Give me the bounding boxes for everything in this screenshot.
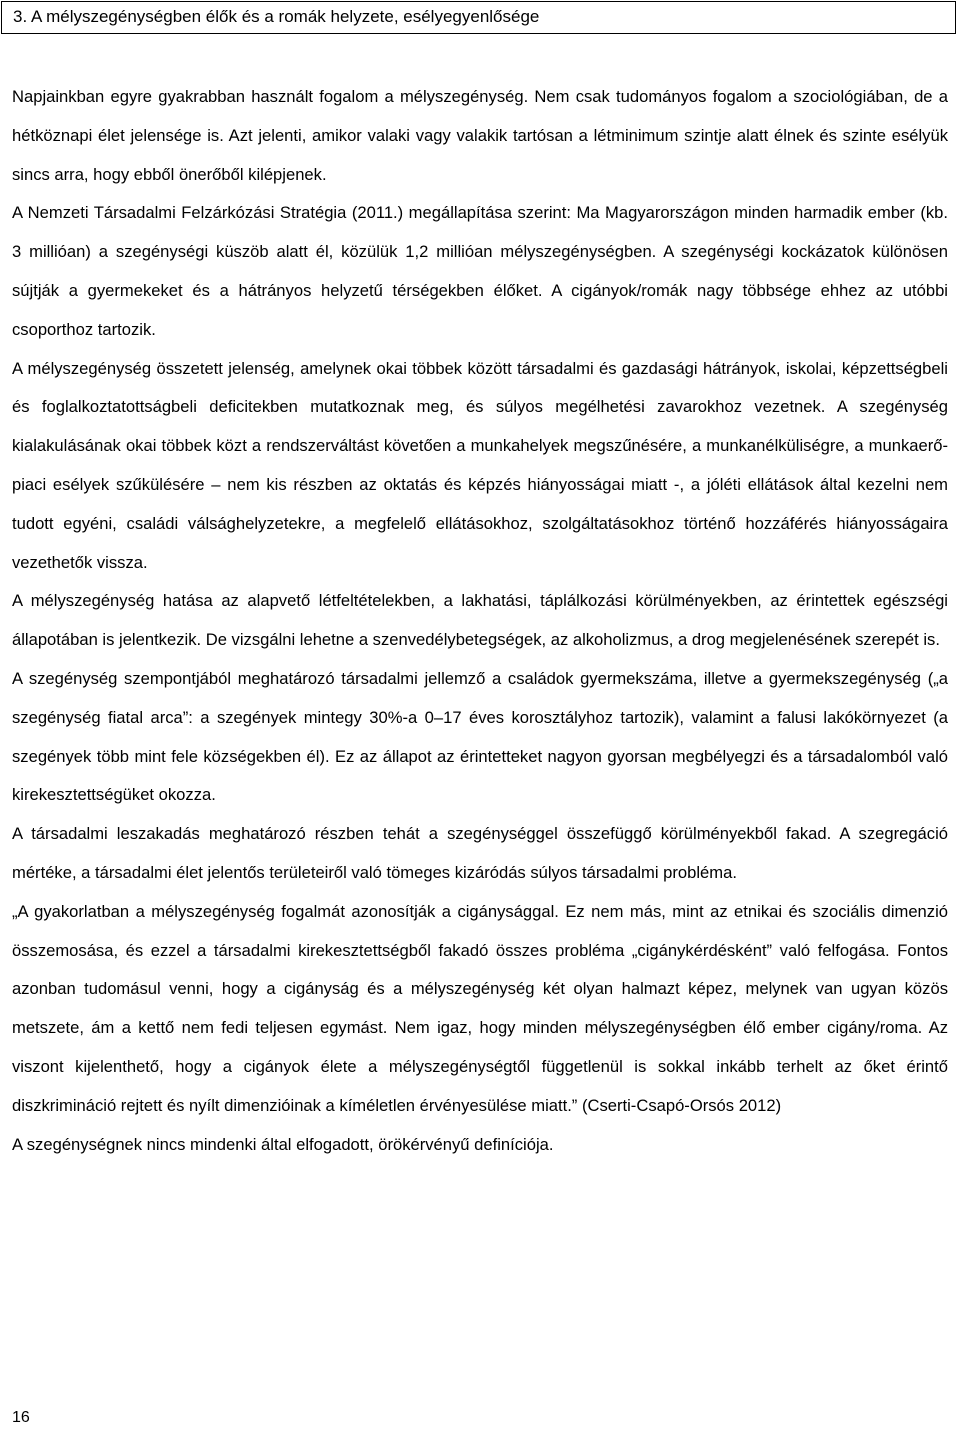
page-number: 16 xyxy=(12,1409,30,1426)
paragraph-strategy: A Nemzeti Társadalmi Felzárkózási Stratégia (2011.) megállapítása szerint: Ma Magyarországon minden harmadik ember (kb. 3 millióan) a szegénységi küszöb alatt él, közülük 1,2 millióan mélyszegénységben. A szegénységi kockázatok különösen sújtják a gyermekeket és a hátrányos helyzetű térségekben élőket. A cigányok/romák nagy többsége ehhez az utóbbi csoporthoz tartozik. xyxy=(12,203,948,339)
paragraph-child-poverty: A szegénység szempontjából meghatározó társadalmi jellemző a családok gyermekszáma, illetve a gyermekszegénység („a szegénység fiatal arca”: a szegények mintegy 30%-a 0–17 éves korosztályhoz tartozik), valamint a falusi lakókörnyezet (a szegények több mint fele községekben él). Ez az állapot az érintetteket nagyon gyorsan megbélyegzi és a társadalomból való kirekesztettségüket okozza. xyxy=(12,668,948,805)
paragraph-quote: „A gyakorlatban a mélyszegénység fogalmát azonosítják a cigánysággal. Ez nem más, mint az etnikai és szociális dimenzió összemosása, és ezzel a társadalmi kirekesztettségből fakadó összes probléma „cigánykérdésként” való felfogása. Fontos azonban tudomásul venni, hogy a cigányság és a mélyszegénység két olyan halmazt képez, melynek van ugyan közös metszete, ám a kettő nem fedi teljesen egymást. Nem igaz, hogy minden mélyszegénységben élő ember cigány/roma. Az viszont kijelenthető, hogy a cigányok élete a mélyszegénységtől függetlenül is sokkal inkább terhelt az őket érintő diszkrimináció rejtett és nyílt dimenzióinak a kíméletlen érvényesülése miatt.” (Cserti-Csapó-Orsós 2012) xyxy=(12,901,948,1115)
paragraph-segregation: A társadalmi leszakadás meghatározó részben tehát a szegénységgel összefüggő körülményekből fakad. A szegregáció mértéke, a társadalmi élet jelentős területeiről való tömeges kizáródás súlyos társadalmi probléma. xyxy=(12,824,948,882)
paragraph-intro: Napjainkban egyre gyakrabban használt fogalom a mélyszegénység. Nem csak tudományos fogalom a szociológiában, de a hétköznapi élet jelensége is. Azt jelenti, amikor valaki vagy valakik tartósan a létminimum szintje alatt élnek és szinte esélyük sincs arra, hogy ebből önerőből kilépjenek. xyxy=(12,87,948,184)
paragraph-effects: A mélyszegénység hatása az alapvető létfeltételekben, a lakhatási, táplálkozási körülményekben, az érintettek egészségi állapotában is jelentkezik. De vizsgálni lehetne a szenvedélybetegségek, az alkoholizmus, a drog megjelenésének szerepét is. xyxy=(12,591,948,650)
document-body xyxy=(12,78,948,1164)
paragraph-definition: A szegénységnek nincs mindenki által elfogadott, örökérvényű definíciója. xyxy=(12,1134,554,1154)
section-heading: 3. A mélyszegénységben élők és a romák helyzete, esélyegyenlősége xyxy=(1,1,956,34)
paragraph-causes: A mélyszegénység összetett jelenség, amelynek okai többek között társadalmi és gazdasági hátrányok, iskolai, képzettségbeli és foglalkoztatottságbeli deficitekben mutatkoznak meg, és súlyos megélhetési zavarokhoz vezetnek. A szegénység kialakulásának okai többek közt a rendszerváltást követően a munkahelyek megszűnésére, a munkanélküliségre, a munkaerő-piaci esélyek szűkülésére – nem kis részben az oktatás és képzés hiányosságai miatt -, a jóléti ellátások által kezelni nem tudott egyéni, családi válsághelyzetekre, a megfelelő ellátásokhoz, szolgáltatásokhoz történő hozzáférés hiányosságaira vezethetők vissza. xyxy=(12,358,948,572)
